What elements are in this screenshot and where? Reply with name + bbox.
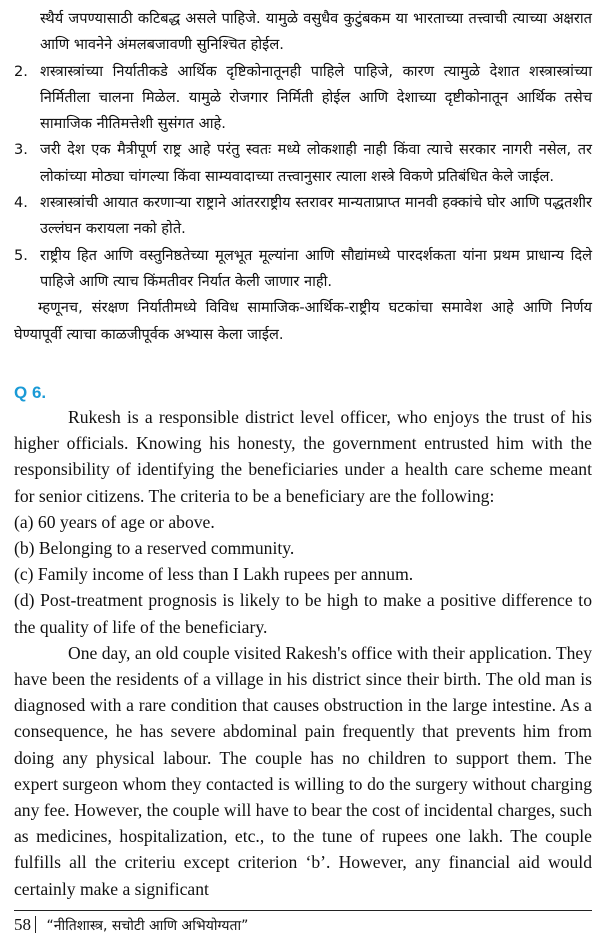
criteria-list xyxy=(14,509,592,640)
question-intro: Rukesh is a responsible district level officer, who enjoys the trust of his higher officials. Knowing his honesty, the government entrusted him with the responsibility of identifying the beneficiaries under a health care scheme meant for senior citizens. The criteria to be a beneficiary are the following: xyxy=(14,407,592,506)
question-body xyxy=(14,404,592,902)
list-number: 2. xyxy=(14,62,28,80)
footer-separator xyxy=(35,916,36,933)
page-footer xyxy=(14,915,592,935)
list-item xyxy=(14,243,592,296)
list-text: शस्त्रास्त्रांच्या निर्यातीकडे आर्थिक दृष्टिकोनातूनही पाहिले पाहिजे, कारण त्यामुळे देशात शस्त्रास्त्रांच्या निर्मितीला चालना मिळेल. यामुळे रोजगार निर्मिती होईल आणि देशाच्या दृष्टीकोनातून आर्थिक तसेच सामाजिक नीतिमत्तेशी सुसंगत आहे. xyxy=(40,62,592,133)
list-item xyxy=(14,190,592,243)
list-text: जरी देश एक मैत्रीपूर्ण राष्ट्र आहे परंतु स्वतः मध्ये लोकशाही नाही किंवा त्याचे सरकार नागरी नसेल, तर लोकांच्या मोठ्या चांगल्या किंवा साम्यवादाच्या तत्त्वानुसार त्याला शस्त्रे विकणे प्रतिबंधित केले जाईल. xyxy=(40,141,592,185)
list-text: राष्ट्रीय हित आणि वस्तुनिष्ठतेच्या मूलभूत मूल्यांना आणि सौद्यांमध्ये पारदर्शकता यांना प्रथम प्राधान्य दिले पाहिजे आणि त्याच किंमतीवर निर्यात केली जाणार नाही. xyxy=(40,246,592,290)
list-text: शस्त्रास्त्रांची आयात करणाऱ्या राष्ट्राने आंतरराष्ट्रीय स्तरावर मान्यताप्राप्त मानवी हक्कांचे घोर आणि पद्धतशीर उल्लंघन करायला नको होते. xyxy=(40,194,592,238)
list-item xyxy=(14,137,592,190)
conclusion-paragraph: म्हणूनच, संरक्षण निर्यातीमध्ये विविध सामाजिक-आर्थिक-राष्ट्रीय घटकांचा समावेश आहे आणि निर्णय घेण्यापूर्वी त्याचा काळजीपूर्वक अभ्यास केला जाईल. xyxy=(14,299,592,343)
list-number: 5. xyxy=(14,246,28,264)
list-number: 3. xyxy=(14,141,28,159)
criterion-d: (d) Post-treatment prognosis is likely to be high to make a positive difference to the quality of life of the beneficiary. xyxy=(14,590,592,637)
case-story: One day, an old couple visited Rakesh's office with their application. They have been the residents of a village in his district since their birth. The old man is diagnosed with a rare condition that causes obstruction in the large intestine. As a consequence, he has severe abdominal pain frequently that prevents him from doing any physical labour. The couple has no children to support them. The expert surgeon whom they contacted is willing to do the surgery without charging any fee. However, the couple will have to bear the cost of incidental charges, such as medicines, hospitalization, etc., to the tune of rupees one lakh. The couple fulfills all the criteriu except criterion ‘b’. However, any financial aid would certainly make a significant xyxy=(14,642,592,899)
criterion-c: (c) Family income of less than I Lakh rupees per annum. xyxy=(14,564,414,585)
list-item xyxy=(14,59,592,138)
page-number: 58 xyxy=(14,915,31,934)
question-label: Q 6. xyxy=(14,383,47,402)
footer-divider xyxy=(14,910,592,911)
book-title: “नीतिशास्त्र, सचोटी आणि अभियोग्यता” xyxy=(46,918,249,934)
criterion-b: (b) Belonging to a reserved community. xyxy=(14,538,295,559)
continuation-paragraph: स्थैर्य जपण्यासाठी कटिबद्ध असले पाहिजे. यामुळे वसुधैव कुटुंबकम या भारताच्या तत्त्वाची त्याच्या अक्षरात आणि भावनेने अंमलबजावणी सुनिश्चित होईल. xyxy=(40,10,592,54)
marathi-answer-section xyxy=(14,6,592,348)
list-number: 4. xyxy=(14,194,28,212)
criterion-a: (a) 60 years of age or above. xyxy=(14,511,215,532)
